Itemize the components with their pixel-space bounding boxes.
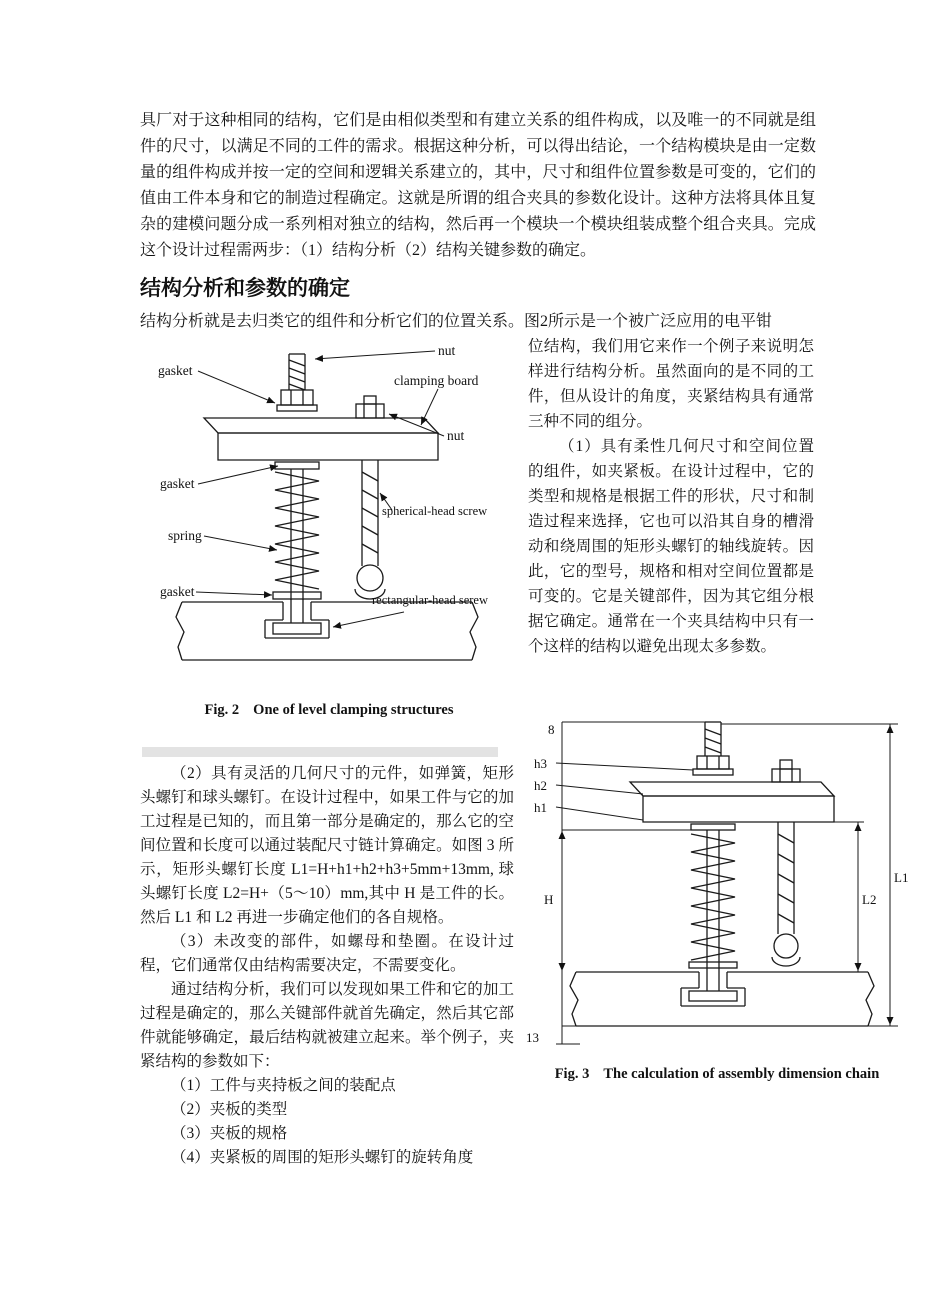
ball-head bbox=[357, 565, 383, 591]
fig3-dim-L2: L2 bbox=[862, 892, 877, 907]
fig3-dim-L1: L1 bbox=[894, 870, 909, 885]
fig3-dim-13: 13 bbox=[526, 1030, 539, 1045]
figure-2 bbox=[142, 338, 516, 719]
fig3-caption bbox=[518, 1066, 916, 1083]
fig2-label-nut-top: nut bbox=[438, 343, 456, 358]
right-col-paragraph-2: （1）具有柔性几何尺寸和空间位置的组件，如夹紧板。在设计过程中，它的类型和规格是根据工件的形状，尺寸和制造过程来选择，它也可以沿其自身的槽滑动和绕周围的矩形头螺钉的轴线旋转。因此，它的型号，规格和相对空间位置都是可变的。它是关键部件，因为其它组分根据它确定。通常在一个夹具结构中只有一个这样的结构以避免出现太多参数。 bbox=[528, 438, 814, 655]
parameter-list-item: （1）工件与夹持板之间的装配点 bbox=[171, 1077, 396, 1094]
parameter-list-item: （2）夹板的类型 bbox=[171, 1101, 288, 1118]
fig3-dim-h2: h2 bbox=[534, 778, 547, 793]
rectangular-head bbox=[689, 991, 737, 1001]
fig2-leader-lines bbox=[196, 351, 444, 627]
right-text-column bbox=[528, 334, 814, 659]
fig2-label-spherical-head-screw: spherical-head screw bbox=[382, 504, 488, 518]
right-col-paragraph-1: 位结构，我们用它来作一个例子来说明怎样进行结构分析。虽然面向的是不同的工件，但从设计的角度，夹紧结构具有通常三种不同的组分。 bbox=[528, 338, 814, 430]
parameter-list-item: （3）夹板的规格 bbox=[171, 1125, 288, 1142]
fig2-caption-text: One of level clamping structures bbox=[253, 702, 454, 718]
ball-head bbox=[774, 934, 798, 958]
fig2-label-gasket-top: gasket bbox=[158, 363, 193, 378]
fig3-dim-h1: h1 bbox=[534, 800, 547, 815]
fig3-caption-text: The calculation of assembly dimension chain bbox=[603, 1066, 880, 1082]
spring-coil bbox=[691, 834, 735, 960]
fig3-caption-label: Fig. 3 bbox=[554, 1066, 590, 1082]
fig3-clamp-structure bbox=[570, 722, 877, 1026]
figure-3 bbox=[518, 712, 916, 1083]
fig2-drawing bbox=[142, 338, 516, 700]
scan-artifact-strip bbox=[142, 747, 498, 757]
fig2-label-gasket-mid: gasket bbox=[160, 476, 195, 491]
intro-paragraph: 具厂对于这种相同的结构，它们是由相似类型和有建立关系的组件构成，以及唯一的不同就是组件的尺寸，以满足不同的工件的需求。根据这种分析，可以得出结论，一个结构模块是由一定数量的组件构成并按一定的空间和逻辑关系建立的，其中，尺寸和组件位置参数是可变的，它们的值由工件本身和它的制造过程确定。这就是所谓的组合夹具的参数化设计。这种方法将具体且复杂的建模问题分成一系列相对独立的结构，然后再一个模块一个模块组装成整个组合夹具。完成这个设计过程需两步：（1）结构分析（2）结构关键参数的确定。 bbox=[140, 112, 816, 259]
fig2-caption-label: Fig. 2 bbox=[204, 702, 240, 718]
fig2-label-clamping-board: clamping board bbox=[394, 373, 479, 388]
fig2-label-nut-mid: nut bbox=[447, 428, 465, 443]
section-heading: 结构分析和参数的确定 bbox=[140, 277, 350, 300]
fig3-drawing bbox=[518, 712, 916, 1064]
fig2-label-rectangular-head-screw: rectangular-head serew bbox=[372, 593, 488, 607]
left-text-column bbox=[140, 762, 514, 1170]
fig2-label-gasket-bottom: gasket bbox=[160, 584, 195, 599]
rectangular-head bbox=[273, 623, 321, 634]
left-col-paragraph-2: （2）具有灵活的几何尺寸的元件，如弹簧，矩形头螺钉和球头螺钉。在设计过程中，如果工件与它的加工过程是已知的，而且第一部分是确定的，那么它的空间位置和长度可以通过装配尺寸链计算确定。如图 3 所示，矩形头螺钉长度 L1=H+h1+h2+h3+5mm+13mm, 球头螺钉长度 L2=H+（5～10）mm,其中 H 是工件的长。然后 L1 和 L2 再进一步确定他们的各自规格。 bbox=[140, 765, 514, 926]
fig2-label-spring: spring bbox=[168, 528, 202, 543]
left-col-paragraph-4: 通过结构分析，我们可以发现如果工件和它的加工过程是确定的，那么关键部件就首先确定，然后其它部件就能够确定，最后结构就被建立起来。举个例子，夹紧结构的参数如下： bbox=[140, 981, 514, 1070]
fig3-dim-h3: h3 bbox=[534, 756, 547, 771]
fig3-dim-H: H bbox=[544, 892, 554, 907]
section-lead-line: 结构分析就是去归类它的组件和分析它们的位置关系。图2所示是一个被广泛应用的电平钳 bbox=[140, 313, 773, 330]
parameter-list-item: （4）夹紧板的周围的矩形头螺钉的旋转角度 bbox=[171, 1149, 474, 1166]
left-col-paragraph-3: （3）未改变的部件，如螺母和垫圈。在设计过程，它们通常仅由结构需要决定，不需要变化。 bbox=[140, 933, 514, 974]
fig3-dim-8: 8 bbox=[548, 722, 555, 737]
spring-coil bbox=[275, 472, 319, 589]
fig3-dimension-lines bbox=[556, 722, 898, 1044]
fig2-caption bbox=[142, 702, 516, 719]
